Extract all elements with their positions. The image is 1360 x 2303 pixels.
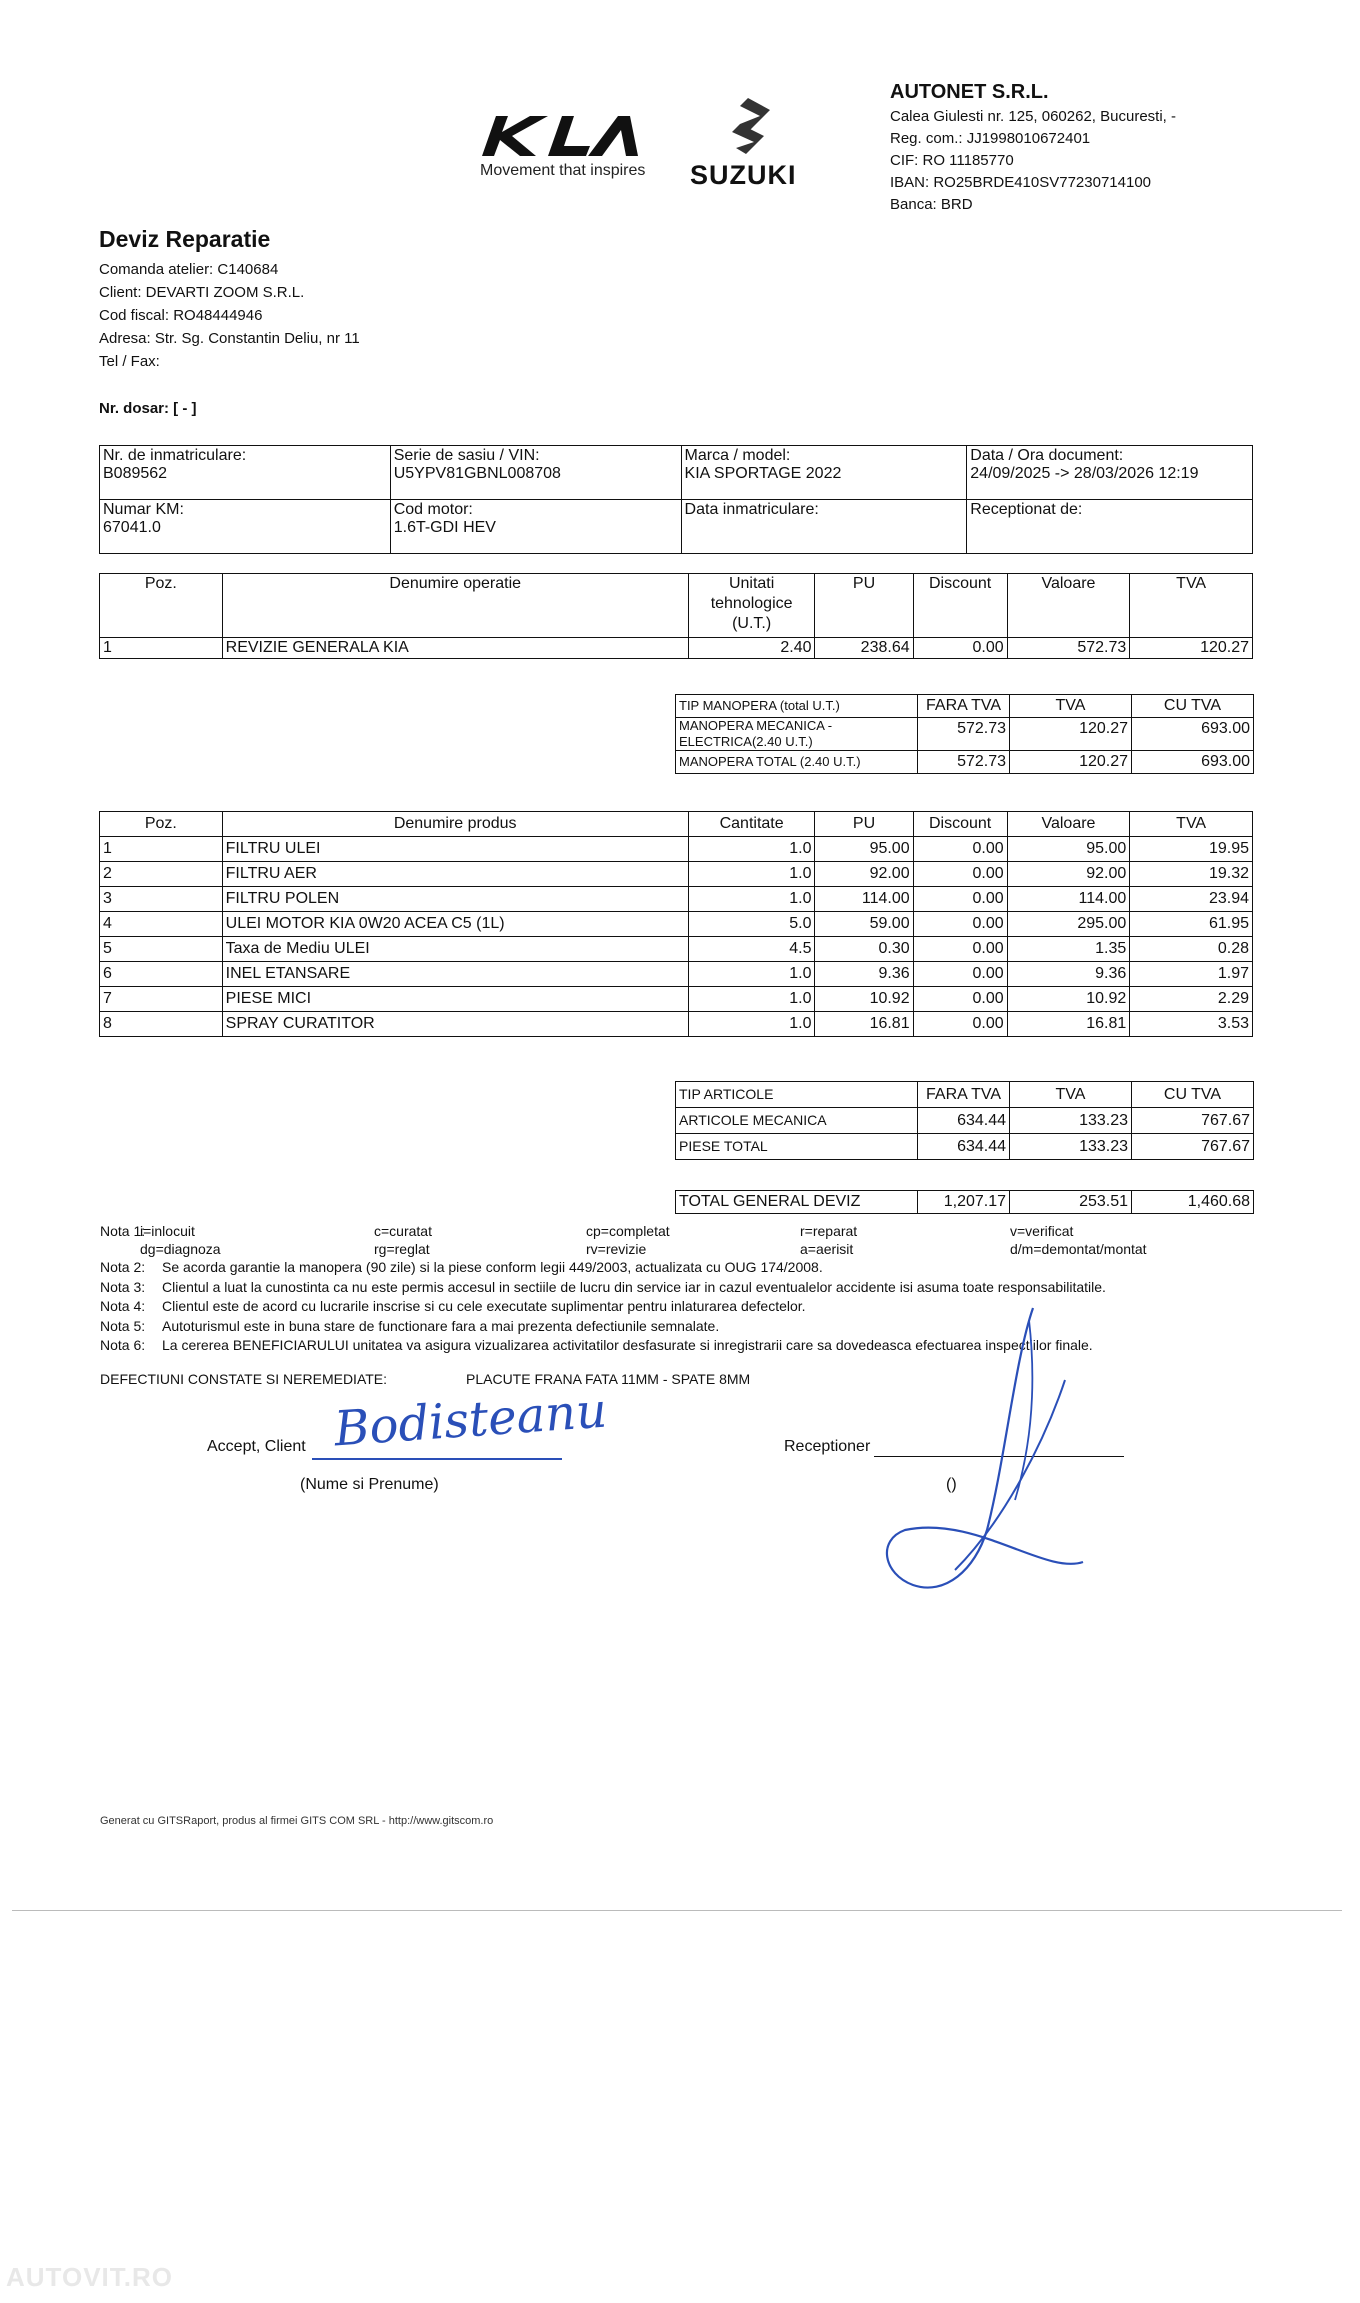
company-block (890, 78, 1176, 216)
product-cell: 19.95 (1130, 837, 1253, 862)
engine-cell: Cod motor: 1.6T-GDI HEV (390, 500, 681, 554)
product-cell: 16.81 (1007, 1012, 1130, 1037)
prod-header-discount: Discount (913, 812, 1007, 837)
product-cell: 59.00 (815, 912, 913, 937)
model-cell: Marca / model: KIA SPORTAGE 2022 (681, 446, 967, 500)
operations-table (99, 573, 1253, 659)
defects-label: DEFECTIUNI CONSTATE SI NEREMEDIATE: (100, 1371, 388, 1387)
product-cell: 5.0 (688, 912, 815, 937)
product-cell: 9.36 (1007, 962, 1130, 987)
product-cell: 92.00 (1007, 862, 1130, 887)
client-address: Adresa: Str. Sg. Constantin Deliu, nr 11 (99, 330, 360, 347)
product-cell: 0.30 (815, 937, 913, 962)
receptioner-signature (855, 1300, 1085, 1605)
plate-value: B089562 (103, 465, 168, 482)
suzuki-wordmark: SUZUKI (690, 160, 797, 190)
product-cell: 0.00 (913, 987, 1007, 1012)
product-cell: 114.00 (1007, 887, 1130, 912)
vin-cell: Serie de sasiu / VIN: U5YPV81GBNL008708 (390, 446, 681, 500)
product-cell: 114.00 (815, 887, 913, 912)
table-row (100, 962, 1253, 987)
product-cell: 295.00 (1007, 912, 1130, 937)
kia-logo (478, 112, 678, 164)
table-row (100, 862, 1253, 887)
op-header-ut: Unitati tehnologice (U.T.) (688, 574, 815, 638)
total-vat: 253.51 (1010, 1191, 1132, 1214)
nota4: Nota 4: Clientul este de acord cu lucrarile inscrise si cu cele executate suplimentar pentru inlaturarea defectelor. (100, 1298, 806, 1314)
product-cell: 95.00 (1007, 837, 1130, 862)
product-cell: 5 (100, 937, 223, 962)
product-cell: 2 (100, 862, 223, 887)
product-cell: 10.92 (1007, 987, 1130, 1012)
km-cell: Numar KM: 67041.0 (100, 500, 391, 554)
product-cell: 0.00 (913, 862, 1007, 887)
product-cell: 92.00 (815, 862, 913, 887)
product-cell: 6 (100, 962, 223, 987)
vin-value: U5YPV81GBNL008708 (393, 465, 561, 482)
reg-date-cell: Data inmatriculare: (681, 500, 967, 554)
table-row (100, 837, 1253, 862)
product-cell: FILTRU AER (222, 862, 688, 887)
product-cell: 0.00 (913, 887, 1007, 912)
page-divider (12, 1910, 1342, 1911)
client-info (99, 258, 360, 373)
product-cell: 0.00 (913, 912, 1007, 937)
product-cell: 95.00 (815, 837, 913, 862)
product-cell: 1.0 (688, 837, 815, 862)
product-cell: 7 (100, 987, 223, 1012)
nota3: Nota 3: Clientul a luat la cunostinta ca nu este permis accesul in sectiile de lucru din service iar in cazul eventualelor accidente isi asuma toate responsabilitatile. (100, 1278, 1106, 1295)
product-cell: 1.0 (688, 1012, 815, 1037)
op-header-pu: PU (815, 574, 913, 638)
product-cell: 1 (100, 837, 223, 862)
date-value: 24/09/2025 -> 28/03/2026 12:19 (970, 465, 1199, 482)
table-row (100, 912, 1253, 937)
product-cell: 8 (100, 1012, 223, 1037)
prod-header-qty: Cantitate (688, 812, 815, 837)
product-cell: 3 (100, 887, 223, 912)
received-cell: Receptionat de: (967, 500, 1253, 554)
nota2: Nota 2: Se acorda garantie la manopera (90 zile) si la piese conform legii 449/2003, actualizata cu OUG 174/2008. (100, 1259, 823, 1275)
prod-header-tva: TVA (1130, 812, 1253, 837)
model-value: KIA SPORTAGE 2022 (684, 465, 842, 482)
company-bank: Banca: BRD (890, 196, 973, 213)
date-cell: Data / Ora document: 24/09/2025 -> 28/03/2026 12:19 (967, 446, 1253, 500)
defects-text: PLACUTE FRANA FATA 11MM - SPATE 8MM (466, 1371, 751, 1387)
company-cif: CIF: RO 11185770 (890, 152, 1014, 169)
labor-summary-table: TIP MANOPERA (total U.T.) FARA TVA TVA CU TVA MANOPERA MECANICA - ELECTRICA(2.40 U.T.) 572.73 120.27 693.00 MANOPERA TOTAL (2.40 U.T.) 572.73 120.27 693.00 (675, 694, 1254, 774)
engine-value: 1.6T-GDI HEV (393, 519, 496, 536)
parts-summary-table: TIP ARTICOLE FARA TVA TVA CU TVA ARTICOLE MECANICA 634.44 133.23 767.67 PIESE TOTAL 634.44 133.23 767.67 (675, 1081, 1254, 1160)
client-signature-underline (312, 1458, 562, 1460)
products-body (100, 837, 1253, 1037)
product-cell: 1.97 (1130, 962, 1253, 987)
table-row: MANOPERA MECANICA - ELECTRICA(2.40 U.T.) 572.73 120.27 693.00 (676, 718, 1254, 751)
product-cell: 0.00 (913, 837, 1007, 862)
product-cell: 9.36 (815, 962, 913, 987)
product-cell: 0.00 (913, 937, 1007, 962)
product-cell: 23.94 (1130, 887, 1253, 912)
table-row: 1 REVIZIE GENERALA KIA 2.40 238.64 0.00 572.73 120.27 (100, 638, 1253, 659)
product-cell: 1.0 (688, 887, 815, 912)
product-cell: 2.29 (1130, 987, 1253, 1012)
table-row: ARTICOLE MECANICA 634.44 133.23 767.67 (676, 1108, 1254, 1134)
table-row (100, 987, 1253, 1012)
product-cell: FILTRU POLEN (222, 887, 688, 912)
products-table (99, 811, 1253, 1037)
total-label: TOTAL GENERAL DEVIZ (676, 1191, 918, 1214)
receptioner-label: Receptioner (784, 1438, 871, 1455)
product-cell: 1.0 (688, 962, 815, 987)
footer-generated: Generat cu GITSRaport, produs al firmei GITS COM SRL - http://www.gitscom.ro (100, 1815, 494, 1827)
op-header-name: Denumire operatie (222, 574, 688, 638)
product-cell: PIESE MICI (222, 987, 688, 1012)
product-cell: 19.32 (1130, 862, 1253, 887)
table-row: PIESE TOTAL 634.44 133.23 767.67 (676, 1134, 1254, 1160)
product-cell: SPRAY CURATITOR (222, 1012, 688, 1037)
total-net: 1,207.17 (918, 1191, 1010, 1214)
total-gross: 1,460.68 (1132, 1191, 1254, 1214)
name-hint: (Nume si Prenume) (300, 1476, 439, 1493)
product-cell: 4.5 (688, 937, 815, 962)
product-cell: FILTRU ULEI (222, 837, 688, 862)
order-number: Comanda atelier: C140684 (99, 261, 279, 278)
vehicle-table (99, 445, 1253, 554)
product-cell: 0.00 (913, 1012, 1007, 1037)
table-row (100, 937, 1253, 962)
product-cell: 4 (100, 912, 223, 937)
accept-client-label: Accept, Client (207, 1438, 306, 1455)
product-cell: 0.00 (913, 962, 1007, 987)
total-table (675, 1190, 1254, 1214)
prod-header-poz: Poz. (100, 812, 223, 837)
kia-tagline: Movement that inspires (480, 162, 646, 179)
plate-cell: Nr. de inmatriculare: B089562 (100, 446, 391, 500)
watermark: AUTOVIT.RO (6, 2262, 173, 2292)
op-header-discount: Discount (913, 574, 1007, 638)
nota1: Nota 1: i=inlocuit c=curatat cp=completat r=reparat v=verificat dg=diagnoza rg=reglat rv=revizie a=aerisit d/m=demontat/montat (100, 1223, 1147, 1257)
company-reg: Reg. com.: JJ1998010672401 (890, 130, 1091, 147)
product-cell: 61.95 (1130, 912, 1253, 937)
op-header-tva: TVA (1130, 574, 1253, 638)
company-name: AUTONET S.R.L. (890, 81, 1049, 103)
prod-header-pu: PU (815, 812, 913, 837)
product-cell: Taxa de Mediu ULEI (222, 937, 688, 962)
suzuki-logo (720, 96, 790, 158)
prod-header-name: Denumire produs (222, 812, 688, 837)
product-cell: 1.35 (1007, 937, 1130, 962)
product-cell: 1.0 (688, 862, 815, 887)
product-cell: 16.81 (815, 1012, 913, 1037)
prod-header-value: Valoare (1007, 812, 1130, 837)
client-name: Client: DEVARTI ZOOM S.R.L. (99, 284, 305, 301)
client-tel: Tel / Fax: (99, 353, 160, 370)
dosar-number: Nr. dosar: [ - ] (99, 400, 197, 417)
product-cell: 0.28 (1130, 937, 1253, 962)
company-iban: IBAN: RO25BRDE410SV77230714100 (890, 174, 1152, 191)
table-row (100, 887, 1253, 912)
product-cell: 10.92 (815, 987, 913, 1012)
nota6: Nota 6: La cererea BENEFICIARULUI unitatea va asigura vizualizarea activitatilor desfasurate si inregistrarii care sa dovedeasca efectuarea inspectiilor finale. (100, 1337, 1093, 1353)
nota5: Nota 5: Autoturismul este in buna stare de functionare fara a mai prezenta defectiunile semnalate. (100, 1317, 720, 1334)
table-row (100, 1012, 1253, 1037)
product-cell: 1.0 (688, 987, 815, 1012)
op-header-poz: Poz. (100, 574, 223, 638)
table-row: MANOPERA TOTAL (2.40 U.T.) 572.73 120.27 693.00 (676, 751, 1254, 774)
fiscal-code: Cod fiscal: RO48444946 (99, 307, 263, 324)
product-cell: INEL ETANSARE (222, 962, 688, 987)
doc-title: Deviz Reparatie (99, 226, 271, 252)
product-cell: 3.53 (1130, 1012, 1253, 1037)
client-signature: Bodisteanu (332, 1382, 609, 1458)
product-cell: ULEI MOTOR KIA 0W20 ACEA C5 (1L) (222, 912, 688, 937)
company-address: Calea Giulesti nr. 125, 060262, Bucuresti, - (890, 108, 1176, 125)
km-value: 67041.0 (103, 519, 161, 536)
receptioner-name: () (946, 1476, 957, 1493)
op-header-value: Valoare (1007, 574, 1130, 638)
